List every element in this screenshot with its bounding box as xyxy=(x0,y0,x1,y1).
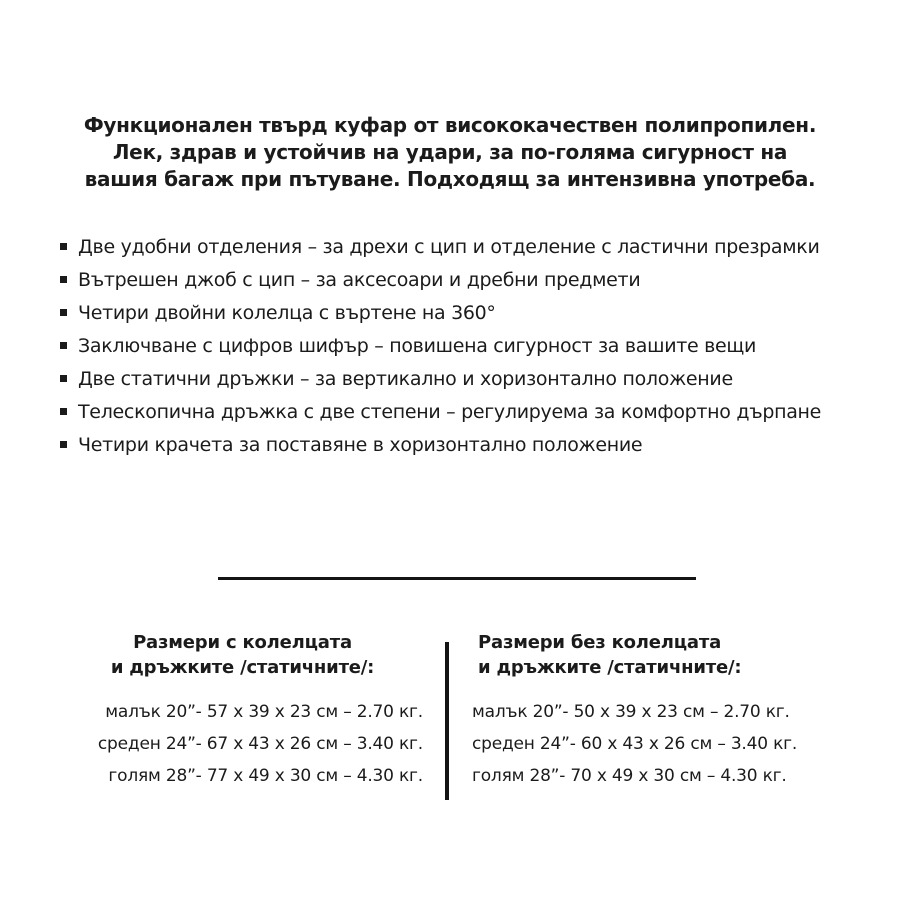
size-table-header-line-1: Размери без колелцата xyxy=(478,632,722,653)
column-separator-line xyxy=(445,642,449,800)
bullet-square-icon xyxy=(60,243,67,250)
bullet-square-icon xyxy=(60,276,67,283)
bullet-square-icon xyxy=(60,441,67,448)
feature-item-label: Вътрешен джоб с цип – за аксесоари и дребни предмети xyxy=(78,269,641,291)
intro-paragraph xyxy=(0,112,900,193)
size-row-medium: среден 24”- 67 x 43 x 26 см – 3.40 кг. xyxy=(97,734,423,754)
intro-line-3: вашия багаж при пътуване. Подходящ за интензивна употреба. xyxy=(84,167,816,191)
feature-item-label: Заключване с цифров шифър – повишена сигурност за вашите вещи xyxy=(78,335,757,357)
feature-list xyxy=(60,231,830,462)
feature-item-static-handles xyxy=(78,363,830,396)
feature-item-wheels xyxy=(78,297,830,330)
size-table-rows xyxy=(60,696,425,792)
feature-item-compartments xyxy=(78,231,830,264)
size-table-header xyxy=(472,630,862,680)
feature-item-feet xyxy=(78,429,830,462)
intro-line-2: Лек, здрав и устойчив на удари, за по-голяма сигурност на xyxy=(112,140,788,164)
bullet-square-icon xyxy=(60,309,67,316)
size-table-header-line-2: и дръжките /статичните/: xyxy=(110,657,375,678)
feature-item-telescopic-handle xyxy=(78,396,830,429)
size-row-large: голям 28”- 70 x 49 x 30 см – 4.30 кг. xyxy=(472,766,787,786)
feature-item-label: Две удобни отделения – за дрехи с цип и отделение с ластични презрамки xyxy=(78,236,820,258)
size-table-header-line-2: и дръжките /статичните/: xyxy=(478,657,742,678)
size-table-with-wheels xyxy=(60,630,425,792)
size-row-small: малък 20”- 50 x 39 x 23 см – 2.70 кг. xyxy=(472,702,790,722)
size-row-large: голям 28”- 77 x 49 x 30 см – 4.30 кг. xyxy=(108,766,423,786)
bullet-square-icon xyxy=(60,408,67,415)
size-table-without-wheels xyxy=(472,630,862,792)
bullet-square-icon xyxy=(60,342,67,349)
feature-item-lock xyxy=(78,330,830,363)
size-row-small: малък 20”- 57 x 39 x 23 см – 2.70 кг. xyxy=(105,702,423,722)
feature-item-label: Телескопична дръжка с две степени – регулируема за комфортно дърпане xyxy=(78,401,822,423)
feature-item-label: Две статични дръжки – за вертикално и хоризонтално положение xyxy=(78,368,733,390)
feature-item-inner-pocket xyxy=(78,264,830,297)
size-table-header xyxy=(60,630,425,680)
size-row-medium: среден 24”- 60 x 43 x 26 см – 3.40 кг. xyxy=(472,734,798,754)
size-table-header-line-1: Размери с колелцата xyxy=(133,632,352,653)
section-divider-line xyxy=(218,577,696,580)
feature-item-label: Четири двойни колелца с въртене на 360° xyxy=(78,302,496,324)
feature-item-label: Четири крачета за поставяне в хоризонтално положение xyxy=(78,434,643,456)
bullet-square-icon xyxy=(60,375,67,382)
sizes-section xyxy=(0,630,900,850)
intro-line-1: Функционален твърд куфар от висококачествен полипропилен. xyxy=(83,113,817,137)
size-table-rows xyxy=(472,696,862,792)
